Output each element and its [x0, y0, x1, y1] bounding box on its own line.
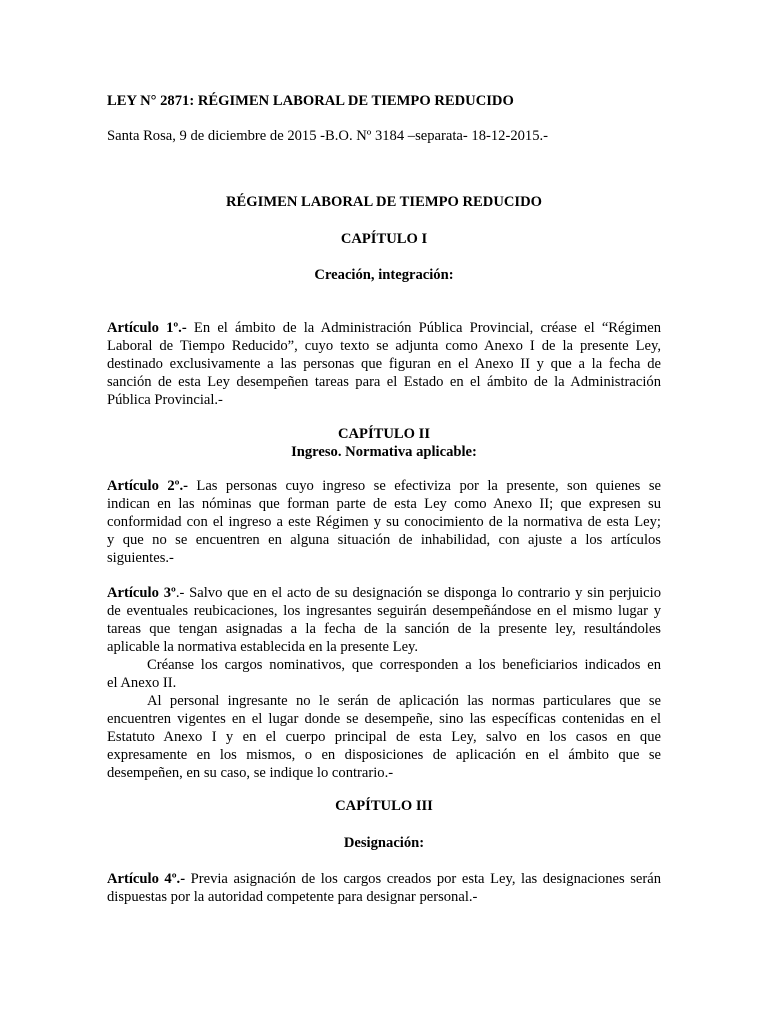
article-4-line: dispuestas por la autoridad competente para designar personal.- [107, 889, 478, 905]
article-4 [107, 870, 661, 906]
chapter-2-heading: CAPÍTULO II [337, 426, 431, 442]
article-3-para-3-line: desempeñen, en su caso, se indique lo contrario.- [107, 765, 394, 781]
article-3 [107, 584, 661, 782]
article-2-line: indican en las nóminas que forman parte de esta Ley como Anexo II; que expresen su [107, 496, 661, 512]
article-1-line: sanción de esta Ley desempeñen tareas para el Estado en el ámbito de la Administración [107, 374, 661, 390]
chapter-3-subheading: Designación: [343, 835, 425, 851]
chapter-2-subheading: Ingreso. Normativa aplicable: [291, 444, 477, 460]
article-2-line: conformidad con el ingreso a este Régimen y su conocimiento de la normativa de esta Ley; [107, 514, 661, 530]
chapter-1-subheading: Creación, integración: [314, 267, 454, 283]
article-2-line: siguientes.- [107, 550, 174, 566]
article-3-line: Artículo 3º.- Salvo que en el acto de su designación se disponga lo contrario y sin perjuicio [107, 585, 661, 601]
article-1-line: Artículo 1º.- En el ámbito de la Administración Pública Provincial, créase el “Régimen [107, 320, 661, 336]
article-3-para-2-line: el Anexo II. [107, 675, 177, 691]
chapter-1-heading: CAPÍTULO I [340, 231, 428, 247]
article-3-para-3-line: encuentren vigentes en el lugar donde se desempeñe, sino las específicas contenidas en el [107, 711, 661, 727]
article-3-para-3-line: Al personal ingresante no le serán de aplicación las normas particulares que se [147, 693, 661, 709]
article-2-line: y que no se encuentren en alguna situación de inhabilidad, con ajuste a los artículos [107, 532, 661, 548]
article-1-line: destinado exclusivamente a las personas que figuran en el Anexo II y que a la fecha de [107, 356, 661, 372]
article-3-label: Artículo 3º [107, 585, 176, 601]
article-1 [107, 319, 661, 409]
chapter-3-heading: CAPÍTULO III [335, 798, 433, 814]
article-1-line: Laboral de Tiempo Reducido”, cuyo texto se adjunta como Anexo I de la presente Ley, [107, 338, 661, 354]
article-1-label: Artículo 1º.- [107, 320, 187, 336]
article-4-line: Artículo 4º.- Previa asignación de los cargos creados por esta Ley, las designaciones serán [107, 871, 661, 887]
article-1-line: Pública Provincial.- [107, 392, 223, 408]
article-3-para-2-line: Créanse los cargos nominativos, que corresponden a los beneficiarios indicados en [147, 657, 661, 673]
article-2-line: Artículo 2º.- Las personas cuyo ingreso se efectiviza por la presente, son quienes se [107, 478, 661, 494]
date-line: Santa Rosa, 9 de diciembre de 2015 -B.O. Nº 3184 –separata- 18-12-2015.- [107, 128, 549, 144]
main-title: RÉGIMEN LABORAL DE TIEMPO REDUCIDO [226, 194, 542, 210]
article-2 [107, 477, 661, 567]
law-title: LEY N° 2871: RÉGIMEN LABORAL DE TIEMPO REDUCIDO [107, 93, 514, 109]
article-3-para-3-line: Estatuto Anexo I y en el cuerpo principal de esta Ley, salvo en los casos en que [107, 729, 661, 745]
article-3-para-3-line: expresamente en los mismos, o en disposiciones de aplicación en el ámbito que se [107, 747, 661, 763]
article-3-line: aplicable la normativa establecida en la presente Ley. [107, 639, 419, 655]
article-2-label: Artículo 2º.- [107, 478, 188, 494]
article-4-label: Artículo 4º.- [107, 871, 186, 887]
article-3-line: tareas que tengan asignadas a la fecha de la sanción de la presente ley, resultándoles [107, 621, 661, 637]
article-3-line: de eventuales reubicaciones, los ingresantes seguirán desempeñándose en el mismo lugar y [107, 603, 661, 619]
